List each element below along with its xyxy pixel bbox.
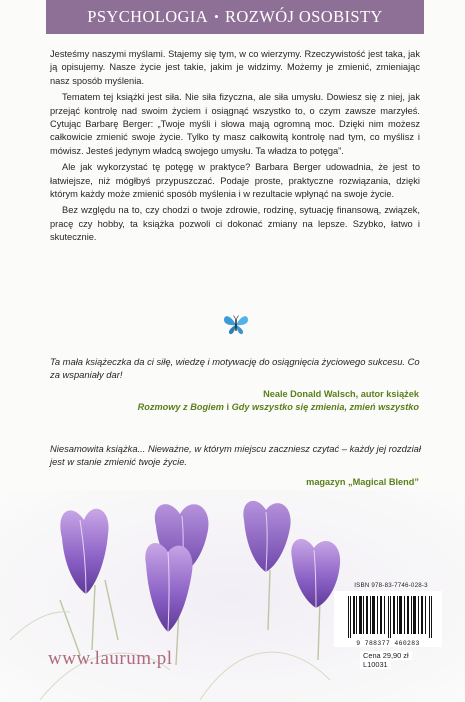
- quote-source: magazyn „Magical Blend”: [306, 477, 419, 487]
- quote-text: Ta mała książeczka da ci siłę, wiedzę i motywację do osiągnięcia życiowego sukcesu. Co za wspaniały dar!: [50, 356, 420, 381]
- barcode-digits: 9 788377 460283: [356, 640, 420, 647]
- description-paragraph: Bez względu na to, czy chodzi o twoje zdrowie, rodzinę, sytuację finansową, związek, pracę czy hobby, ta książka pozwoli ci dokonać zmiany na lepsze. Szybko, łatwo i skutecznie.: [50, 205, 420, 243]
- category-banner: [46, 0, 424, 34]
- description-paragraph: Tematem tej książki jest siła. Nie siła fizyczna, ale siła umysłu. Dowiesz się z niej, jak przejąć kontrolę nad swoim życiem i osiągnąć wszystko to, o czym zawsze marzyłeś. Cytując Barbarę Berger: „Twoje myśli i słowa mają ogromną moc. Dzięki nim możesz całkowicie zmienić swoje życie. Tylko ty masz całkowitą kontrolę nad tym, co myślisz i mówisz. Jesteś jedynym władcą swojego umysłu. Ta władza to potęga”.: [50, 92, 420, 156]
- book-description: [50, 48, 420, 248]
- description-paragraph: Jesteśmy naszymi myślami. Stajemy się tym, w co wierzymy. Rzeczywistość jest taka, jak ją opisujemy. Nasze życie jest takie, jakim je widzimy. Możemy je zmienić, zmieniając nasz sposób myślenia.: [50, 49, 420, 86]
- quote-author: Neale Donald Walsch, autor książek: [263, 389, 419, 399]
- isbn-number: ISBN 978-83-7746-028-3: [354, 582, 428, 589]
- category-separator: •: [214, 9, 220, 24]
- review-quote-magical-blend: [50, 442, 422, 468]
- product-code: L10031: [360, 660, 391, 669]
- price-label: Cena 29,90 zł: [360, 651, 412, 660]
- book-title: Rozmowy z Bogiem: [137, 402, 224, 412]
- description-paragraph: Ale jak wykorzystać tę potęgę w praktyce? Barbara Berger udowadnia, że jest to łatwiejsze, niż mógłbyś przypuszczać. Podaje proste, praktyczne rozwiązania, dzięki którym każdy może zmienić sposób myślenia i w rezultacie wpłynąć na swoje życie.: [50, 162, 420, 200]
- quote-author-books: [39, 401, 419, 413]
- publisher-url[interactable]: www.laurum.pl: [48, 648, 173, 669]
- barcode-icon: [346, 596, 434, 638]
- category-psychology: PSYCHOLOGIA: [87, 7, 209, 26]
- butterfly-icon: [222, 313, 250, 337]
- review-quote-walsch: [50, 355, 422, 381]
- category-personal-growth: ROZWÓJ OSOBISTY: [225, 7, 383, 26]
- book-title: Gdy wszystko się zmienia, zmień wszystko: [231, 402, 419, 412]
- book-joiner: i: [226, 402, 230, 412]
- quote-text: Niesamowita książka... Nieważne, w którym miejscu zaczniesz czytać – każdy jej rozdział jest w stanie zmienić twoje życie.: [50, 443, 421, 468]
